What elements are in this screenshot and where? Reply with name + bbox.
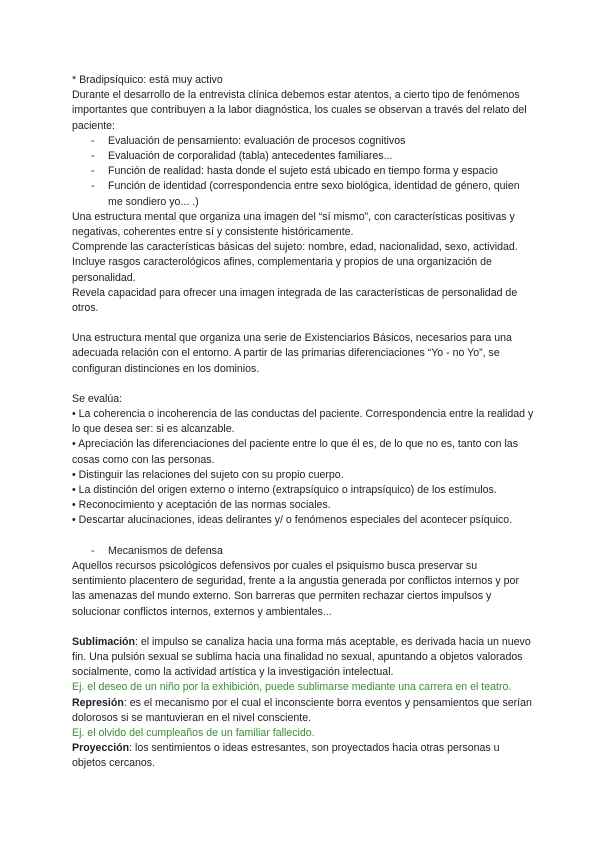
entrevista-paragraph: Durante el desarrollo de la entrevista clínica debemos estar atentos, a cierto tipo de fenómenos importantes que contribuyen a la labor diagnóstica, los cuales se observan a través del relato del paciente: [72, 89, 527, 132]
document-body [72, 73, 534, 772]
proyeccion-text: : los sentimientos o ideas estresantes, son proyectados hacia otras personas u objetos cercanos. [72, 742, 500, 770]
defense-description: Aquellos recursos psicológicos defensivos por cuales el psiquismo busca preservar su sentimiento placentero de seguridad, frente a la angustia generada por conflictos internos y por las amenazas del mundo externo. Son barreras que permiten rechazar ciertos impulsos y solucionar conflictos internos, externos y ambientales... [72, 559, 519, 618]
sublimacion-term: Sublimación [72, 635, 135, 648]
evaluation-item: - Evaluación de corporalidad (tabla) antecedentes familiares... [72, 149, 534, 164]
evaluates-item: • Apreciación las diferenciaciones del paciente entre lo que él es, de lo que no es, tanto con las cosas como con las personas. [72, 438, 518, 466]
sublimacion-text: : el impulso se canaliza hacia una forma más aceptable, es derivada hacia un nuevo fin. Una pulsión sexual se sublima hacia una finalidad no sexual, apuntando a objetos valorados socialmente, como la actividad artística y la investigación intelectual. [72, 635, 531, 679]
se-evalua-heading: Se evalúa: [72, 392, 123, 405]
spacer [72, 377, 534, 392]
evaluates-item: • Reconocimiento y aceptación de las normas sociales. [72, 499, 331, 512]
represion-paragraph [72, 696, 534, 726]
bradipsiquico-note: * Bradipsíquico: está muy activo [72, 74, 223, 86]
proyeccion-term: Proyección [72, 742, 130, 755]
represion-example: Ej. el olvido del cumpleaños de un familiar fallecido. [72, 726, 315, 739]
defense-mechanisms-heading: - Mecanismos de defensa [72, 544, 534, 559]
existential-paragraph: Una estructura mental que organiza una serie de Existenciarios Básicos, necesarios para una adecuada relación con el entorno. A partir de las primarias diferenciaciones “Yo - no Yo”, se configuran distinciones en los dominios. [72, 332, 512, 375]
sublimacion-example: Ej. el deseo de un niño por la exhibición, puede sublimarse mediante una carrera en el teatro. [72, 681, 512, 694]
identity-paragraph-2: Comprende las características básicas del sujeto: nombre, edad, nacionalidad, sexo, actividad. Incluye rasgos caracterológicos afines, complementaria y propios de una organización de personalidad. [72, 241, 518, 284]
spacer [72, 620, 534, 635]
represion-text: : es el mecanismo por el cual el inconsciente borra eventos y pensamientos que serían dolorosos si se mantuvieran en el nivel consciente. [72, 696, 532, 724]
spacer [72, 316, 534, 331]
evaluates-item: • La distinción del origen externo o interno (extrapsíquico o intrapsíquico) de los estímulos. [72, 484, 497, 497]
identity-paragraph-3: Revela capacidad para ofrecer una imagen integrada de las características de personalidad de otros. [72, 286, 518, 315]
evaluation-list [72, 134, 534, 210]
sublimacion-paragraph [72, 635, 534, 681]
identity-paragraph-1: Una estructura mental que organiza una imagen del “sí mismo”, con características positivas y negativas, coherentes entre sí y consistente históricamente. [72, 210, 515, 239]
evaluates-item: • Distinguir las relaciones del sujeto con su propio cuerpo. [72, 468, 344, 481]
evaluates-item: • La coherencia o incoherencia de las conductas del paciente. Correspondencia entre la realidad y lo que desea ser: si es alcanzable. [72, 408, 534, 436]
represion-term: Represión [72, 696, 124, 709]
proyeccion-paragraph [72, 741, 534, 771]
spacer [72, 529, 534, 544]
evaluation-item: - Evaluación de pensamiento: evaluación de procesos cognitivos [72, 134, 534, 149]
evaluation-item: - Función de realidad: hasta donde el sujeto está ubicado en tiempo forma y espacio [72, 164, 534, 179]
evaluates-item: • Descartar alucinaciones, ideas delirantes y/ o fenómenos especiales del acontecer psíquico. [72, 514, 513, 527]
evaluation-item: - Función de identidad (correspondencia entre sexo biológica, identidad de género, quien me sondiero yo... .) [72, 179, 534, 209]
